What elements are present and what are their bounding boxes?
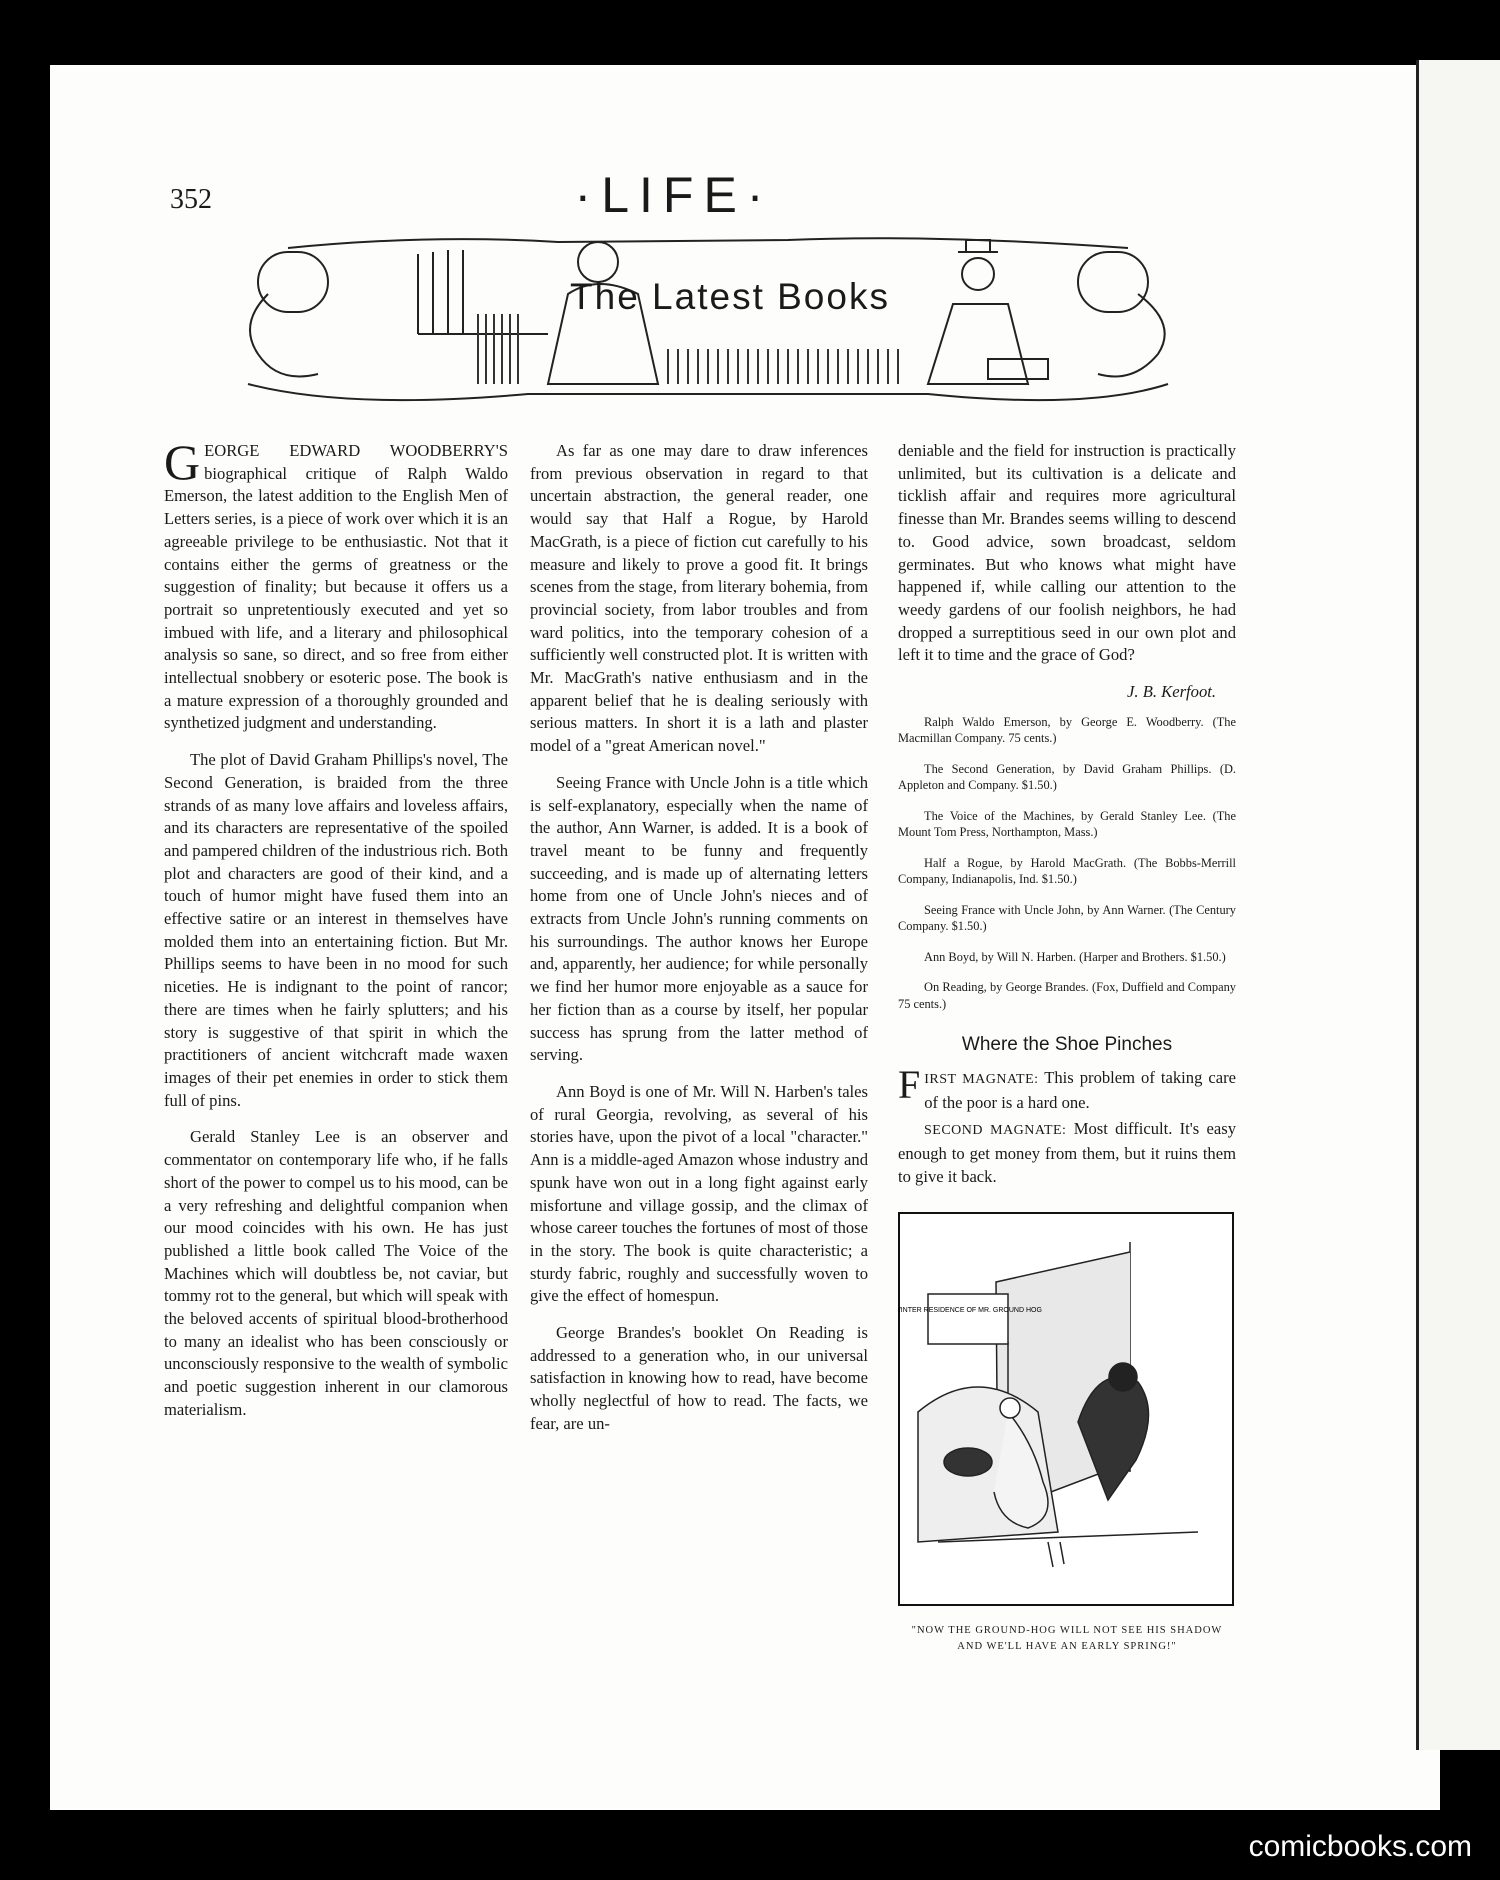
drop-cap: G: [164, 434, 201, 490]
book-note: Ann Boyd, by Will N. Harben. (Harper and Brothers. $1.50.): [924, 949, 1226, 964]
lee-review: Gerald Stanley Lee is an observer and commentator on contemporary life who, if he falls short of the power to compel us to his mood, can be a very refreshing and delightful companion when our mood coincides with his own. He has just published a little book called The Voice of the Machines which will doubtless be, not caviar, but tommy rot to the general, but which will speak with the beloved accents of spiritual blood-brotherhood to many an idealist who has been consciously or unconsciously responsive to the wealth of symbolic and poetic suggestion inherent in our clamorous materialism.: [164, 1127, 508, 1419]
column-1: [164, 434, 508, 1436]
book-note: Seeing France with Uncle John, by Ann Warner. (The Century Company. $1.50.): [898, 902, 1236, 934]
page-number: 352: [170, 184, 212, 215]
brandes-review-continued: deniable and the field for instruction is practically unlimited, but its cultivation is a delicate and ticklish affair and requires more agricultural finesse than Mr. Brandes seems willing to descend to. Good advice, sown broadcast, seldom germinates. But who knows what might have happened if, while calling our attention to the weedy gardens of our foolish neighbors, he had dropped a surreptitious seed in our own plot and left it to time and the grace of God?: [898, 441, 1236, 665]
cartoon-caption: "NOW THE GROUND-HOG WILL NOT SEE HIS SHADOW AND WE'LL HAVE AN EARLY SPRING!": [911, 1625, 1223, 1653]
next-page-edge: [1419, 60, 1500, 1750]
magazine-title: ·LIFE·: [574, 167, 774, 223]
book-note: Ralph Waldo Emerson, by George E. Woodberry. (The Macmillan Company. 75 cents.): [898, 714, 1236, 746]
joke-title: Where the Shoe Pinches: [961, 1034, 1173, 1056]
book-note: Half a Rogue, by Harold MacGrath. (The Bobbs-Merrill Company, Indianapolis, Ind. $1.50.): [898, 855, 1236, 887]
joke-line-1: FIRST MAGNATE: This problem of taking care of the poor is a hard one.: [898, 1061, 1236, 1112]
book-list: [898, 714, 1236, 1013]
cartoon-sign: WINTER RESIDENCE OF MR. GROUND HOG: [898, 1307, 1042, 1315]
macgrath-review: As far as one may dare to draw inferences from previous observation in regard to that uncertain abstraction, the general reader, one would say that Half a Rogue, by Harold MacGrath, is a piece of fiction cut carefully to his measure and likely to prove a good fit. It brings scenes from the stage, from literary bohemia, from provincial society, from labor troubles and from ward politics, into the temporary cohesion of a sufficiently well constructed plot. It is written with Mr. MacGrath's native enthusiasm and in the apparent belief that he is dealing seriously with serious matters. In short it is a lath and plaster model of a "great American novel.": [530, 441, 868, 756]
harben-review: Ann Boyd is one of Mr. Will N. Harben's tales of rural Georgia, revolving, as several of his stories have, upon the pivot of a local "character." Ann is a middle-aged Amazon whose industry and spunk have won out in a long fight against early misfortune and village gossip, and the climax of whose career touches the fortunes of most of those in the story. The book is quite characteristic; a sturdy fabric, roughly and successfully woven to give the effect of homespun.: [530, 1081, 868, 1306]
speaker: SECOND MAGNATE:: [924, 1123, 1067, 1139]
site-watermark: comicbooks.com: [1248, 1830, 1472, 1863]
column-3: [898, 440, 1236, 1655]
warner-review: Seeing France with Uncle John is a title which is self-explanatory, especially when the name of the author, Ann Warner, is added. It is a book of travel meant to be funny and frequently succeeding, and is made up of alternating letters home from one of Uncle John's nieces and of extracts from Uncle John's running comments on his surroundings. The author knows her Europe and, apparently, her audience; for while personally we find her humor more enjoyable as a sauce for her fiction than as a course by itself, her popular success has sprung from the latter method of serving.: [530, 772, 868, 1065]
book-note: The Voice of the Machines, by Gerald Stanley Lee. (The Mount Tom Press, Northampton, Mass.): [898, 808, 1236, 840]
column-2: [530, 440, 868, 1450]
speaker: IRST MAGNATE:: [924, 1071, 1039, 1087]
reviewer-signature: J. B. Kerfoot.: [1127, 682, 1216, 702]
section-title: The Latest Books: [570, 276, 890, 317]
book-note: On Reading, by George Brandes. (Fox, Duffield and Company 75 cents.): [898, 980, 1236, 1011]
woodberry-review: GEORGE EDWARD WOODBERRY'S biographical critique of Ralph Waldo Emerson, the latest addition to the English Men of Letters series, is a piece of work over which it is an agreeable privilege to be enthusiastic. Not that it contains either the germs of greatness or the suggestion of finality; but because it offers us a portrait so unpretentiously executed and yet so imbued with life, and a literary and philosophical analysis so sane, so direct, and so free from either intellectual snobbery or esoteric pose. The book is a mature expression of a thoroughly grounded and synthetized judgment and understanding.: [164, 434, 508, 733]
groundhog-cartoon: [898, 1212, 1234, 1606]
brandes-review: George Brandes's booklet On Reading is addressed to a generation who, in our universal satisfaction in knowing how to read, have become wholly neglectful of how to read. The facts, we fear, are un-: [530, 1323, 868, 1433]
drop-cap: F: [898, 1061, 921, 1107]
book-note: The Second Generation, by David Graham Phillips. (D. Appleton and Company. $1.50.): [898, 761, 1236, 793]
joke-line-2: SECOND MAGNATE: Most difficult. It's easy enough to get money from them, but it ruins them to give it back.: [898, 1119, 1236, 1186]
phillips-review: The plot of David Graham Phillips's novel, The Second Generation, is braided from the three strands of as many love affairs and loveless affairs, and its characters are representative of the spoiled and pampered children of the industrious rich. Both plot and characters are good of their kind, and a touch of humor might have fused them into an effective satire or an interest in themselves have molded them into an entertaining fiction. But Mr. Phillips seems to have been in no mood for such niceties. He is indignant to the point of rancor; there are times when he fairly splutters; and his story is suggestive of that spirit in which the practitioners of ancient witchcraft made waxen images of their pet enemies in order to stick them full of pins.: [164, 750, 508, 1110]
books-banner-illustration: [228, 234, 1183, 410]
